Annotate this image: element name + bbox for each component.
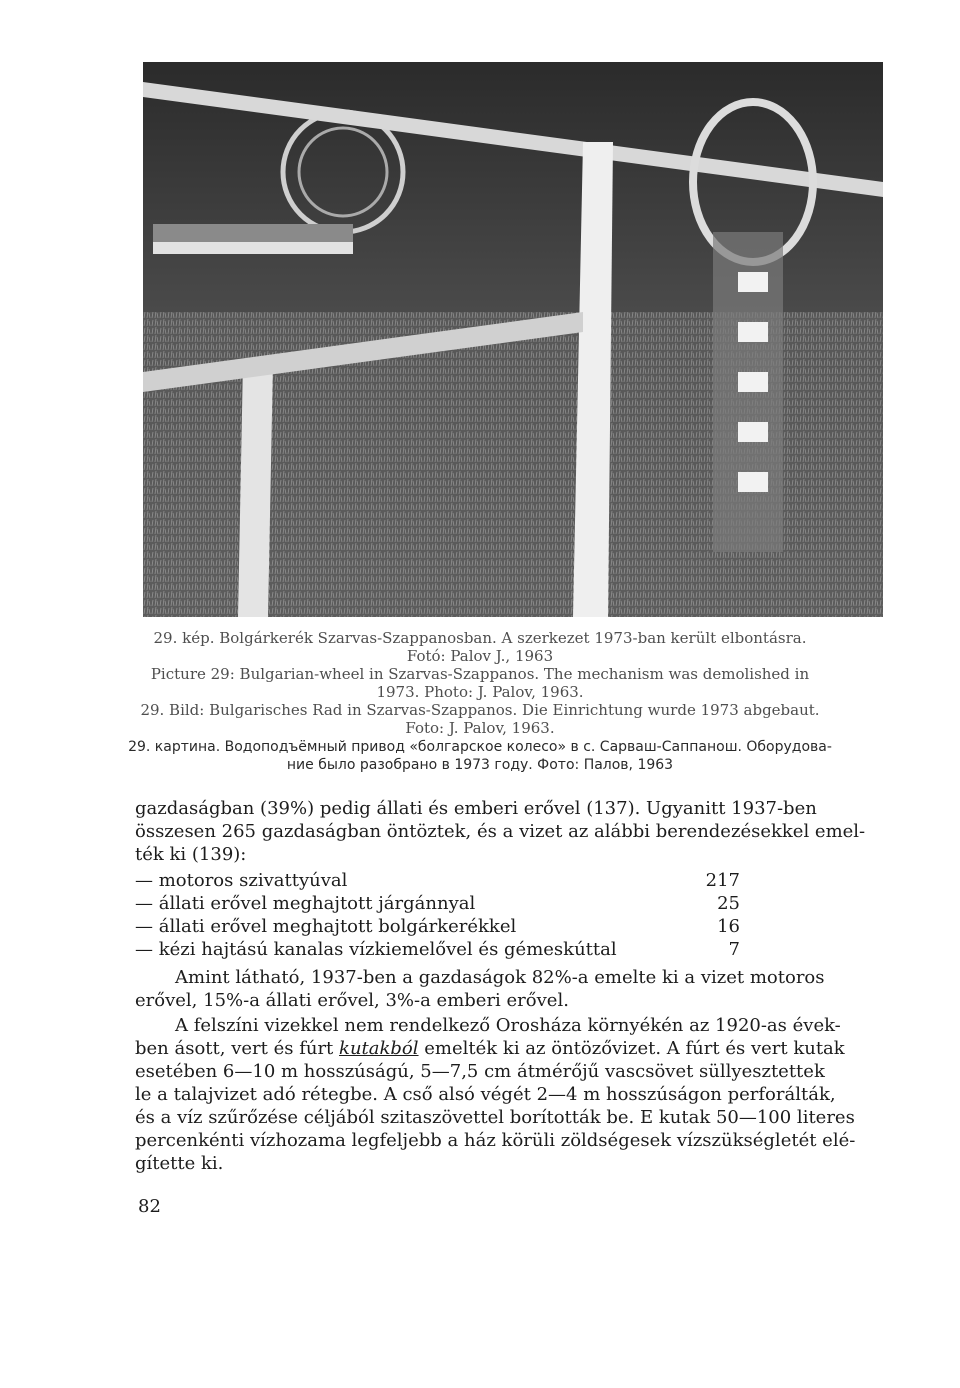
list-item: [135, 915, 740, 938]
paragraph-1-line2: összesen 265 gazdaságban öntöztek, és a vizet az alábbi berendezésekkel emel-: [135, 821, 866, 842]
caption-hu-line1: 29. kép. Bolgárkerék Szarvas-Szappanosban. A szerkezet 1973-ban került elbontásra.: [153, 629, 807, 647]
paragraph-3-line2-end: emelték ki az öntözővizet. A fúrt és vert kutak: [424, 1038, 845, 1059]
paragraph-1-line3: ték ki (139):: [135, 844, 247, 865]
caption-hu-line2: Fotó: Palov J., 1963: [406, 647, 554, 665]
paragraph-2-line2: erővel, 15%-a állati erővel, 3%-a emberi erővel.: [135, 990, 569, 1011]
irrigation-methods-list: [135, 869, 740, 961]
caption-de-line1: 29. Bild: Bulgarisches Rad in Szarvas-Szappanos. Die Einrichtung wurde 1973 abgebaut.: [140, 701, 820, 719]
list-item: [135, 869, 740, 892]
list-item-value: 7: [728, 939, 740, 960]
caption-en-line2: 1973. Photo: J. Palov, 1963.: [376, 683, 584, 701]
paragraph-1: [135, 797, 890, 866]
paragraph-2: [135, 966, 890, 1012]
paragraph-2-line1: Amint látható, 1937-ben a gazdaságok 82%-a emelte ki a vizet motoros: [175, 967, 825, 988]
emphasis-kutakbol: kutakból: [339, 1038, 419, 1059]
caption-ru-line2: ние было разобрано в 1973 году. Фото: Палов, 1963: [286, 757, 674, 773]
photo-bulgarian-wheel: [143, 62, 883, 617]
list-item: [135, 938, 740, 961]
paragraph-3-line1: A felszíni vizekkel nem rendelkező Orosháza környékén az 1920-as évek-: [175, 1015, 841, 1036]
paragraph-3-line7: gítette ki.: [135, 1153, 224, 1174]
paragraph-3-line4: le a talajvizet adó rétegbe. A cső alsó végét 2—4 m hosszúságon perforálták,: [135, 1084, 836, 1105]
paragraph-3-line6: percenkénti vízhozama legfeljebb a ház körüli zöldségesek vízszükségletét elé-: [135, 1130, 856, 1151]
caption-ru-line1: 29. картина. Водоподъёмный привод «болгарское колесо» в с. Сарваш-Саппанош. Оборудова-: [128, 739, 832, 755]
page-number: 82: [138, 1196, 161, 1217]
paragraph-3-line2: [135, 1037, 890, 1060]
list-item: [135, 892, 740, 915]
photo-image: [143, 62, 883, 617]
list-item-value: 16: [717, 916, 740, 937]
list-item-label: — kézi hajtású kanalas vízkiemelővel és gémeskúttal: [135, 939, 617, 960]
list-item-label: — motoros szivattyúval: [135, 870, 348, 891]
paragraph-3-line5: és a víz szűrőzése céljából szitaszövettel borították be. E kutak 50—100 literes: [135, 1107, 855, 1128]
paragraph-1-line1: gazdaságban (39%) pedig állati és emberi erővel (137). Ugyanitt 1937-ben: [135, 798, 817, 819]
paragraph-3-line2-start: ben ásott, vert és fúrt: [135, 1038, 334, 1059]
caption-de-line2: Foto: J. Palov, 1963.: [405, 719, 555, 737]
list-item-value: 25: [717, 893, 740, 914]
list-item-label: — állati erővel meghajtott járgánnyal: [135, 893, 476, 914]
list-item-value: 217: [705, 870, 740, 891]
paragraph-3: [135, 1014, 890, 1175]
caption-en-line1: Picture 29: Bulgarian-wheel in Szarvas-Szappanos. The mechanism was demolished in: [150, 665, 810, 683]
paragraph-3-line3: esetében 6—10 m hosszúságú, 5—7,5 cm átmérőjű vascsövet süllyesztettek: [135, 1061, 825, 1082]
list-item-label: — állati erővel meghajtott bolgárkerékkel: [135, 916, 517, 937]
